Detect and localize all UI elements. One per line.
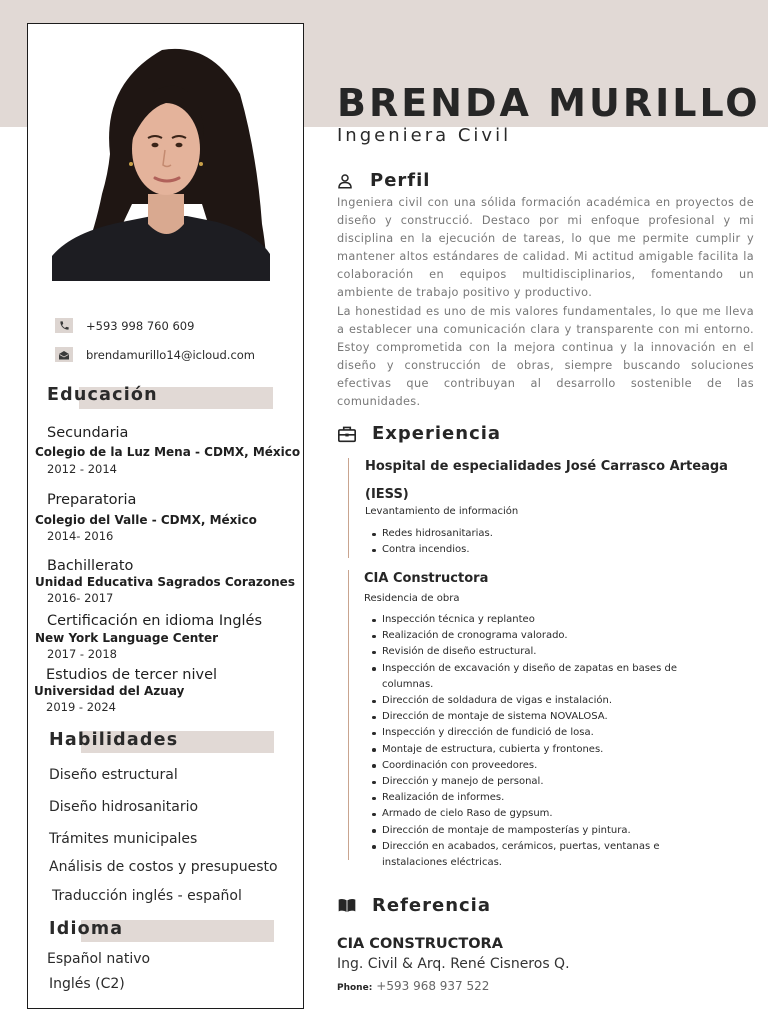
skill-item: Traducción inglés - español bbox=[52, 888, 242, 904]
profile-heading bbox=[334, 170, 430, 191]
experience-heading bbox=[336, 423, 501, 444]
phone-icon bbox=[55, 318, 73, 333]
envelope-icon bbox=[55, 347, 73, 362]
timeline-line bbox=[348, 458, 349, 558]
contact-phone[interactable] bbox=[55, 318, 194, 333]
job-task: Inspección técnica y replanteo bbox=[382, 612, 702, 628]
edu-institution: Unidad Educativa Sagrados Corazones bbox=[35, 575, 295, 589]
email-address: brendamurillo14@icloud.com bbox=[86, 347, 256, 362]
job-task: Realización de informes. bbox=[382, 790, 702, 806]
phone-number: +593 998 760 609 bbox=[86, 318, 195, 333]
candidate-name: BRENDA MURILLO bbox=[337, 81, 761, 125]
book-icon bbox=[336, 896, 358, 916]
candidate-role: Ingeniera Civil bbox=[337, 125, 512, 146]
reference-phone-label: Phone: bbox=[337, 983, 373, 993]
profile-photo bbox=[52, 44, 278, 281]
reference-phone[interactable] bbox=[337, 979, 489, 993]
job-task: Dirección de montaje de sistema NOVALOSA. bbox=[382, 709, 702, 725]
reference-heading bbox=[336, 895, 491, 916]
edu-institution: Colegio de la Luz Mena - CDMX, México bbox=[35, 445, 301, 459]
job-task: Coordinación con proveedores. bbox=[382, 758, 702, 774]
reference-company: CIA CONSTRUCTORA bbox=[337, 936, 503, 952]
edu-level: Preparatoria bbox=[47, 492, 137, 508]
job-task: Dirección y manejo de personal. bbox=[382, 774, 702, 790]
edu-years: 2017 - 2018 bbox=[47, 647, 117, 661]
job-task: Revisión de diseño estructural. bbox=[382, 644, 702, 660]
job-task: Dirección en acabados, cerámicos, puertas, ventanas e instalaciones eléctricas. bbox=[382, 839, 702, 871]
edu-institution: Universidad del Azuay bbox=[34, 684, 185, 698]
user-icon bbox=[334, 171, 356, 191]
job-task: Redes hidrosanitarias. bbox=[382, 526, 702, 542]
edu-level: Bachillerato bbox=[47, 558, 134, 574]
contact-email[interactable] bbox=[55, 347, 255, 362]
job-task-list bbox=[382, 526, 702, 558]
profile-paragraph: La honestidad es uno de mis valores fundamentales, lo que me lleva a establecer una comunicación clara y transparente con mi entorno. Estoy comprometida con la mejora continua y la innovación en el diseño y construcción de obras, siempre buscando soluciones efectivas que contribuyan al desarrollo sostenible de las comunidades. bbox=[337, 304, 754, 409]
job-task: Armado de cielo Raso de gypsum. bbox=[382, 806, 702, 822]
profile-text bbox=[337, 194, 754, 411]
languages-title: Idioma bbox=[49, 919, 124, 939]
edu-years: 2012 - 2014 bbox=[47, 462, 117, 476]
edu-level: Estudios de tercer nivel bbox=[46, 667, 218, 683]
skill-item: Diseño estructural bbox=[49, 767, 178, 783]
reference-name: Ing. Civil & Arq. René Cisneros Q. bbox=[337, 956, 570, 972]
job-company: Hospital de especialidades José Carrasco Arteaga bbox=[365, 459, 728, 474]
profile-title: Perfil bbox=[370, 170, 431, 191]
reference-title: Referencia bbox=[372, 895, 491, 916]
job-position: Residencia de obra bbox=[364, 593, 460, 604]
job-task: Dirección de soldadura de vigas e instalación. bbox=[382, 693, 702, 709]
experience-title: Experiencia bbox=[372, 423, 502, 444]
skill-item: Análisis de costos y presupuesto bbox=[49, 859, 278, 875]
job-company: CIA Constructora bbox=[364, 571, 489, 586]
job-task: Contra incendios. bbox=[382, 542, 702, 558]
briefcase-icon bbox=[336, 424, 358, 444]
job-task: Inspección y dirección de fundició de losa. bbox=[382, 725, 702, 741]
reference-phone-number: +593 968 937 522 bbox=[376, 979, 490, 993]
edu-institution: Colegio del Valle - CDMX, México bbox=[35, 513, 257, 527]
job-task: Realización de cronograma valorado. bbox=[382, 628, 702, 644]
job-task: Inspección de excavación y diseño de zapatas en bases de columnas. bbox=[382, 661, 702, 693]
edu-level: Secundaria bbox=[47, 425, 129, 441]
skills-title: Habilidades bbox=[49, 730, 179, 750]
job-task-list bbox=[382, 612, 702, 871]
edu-level: Certificación en idioma Inglés bbox=[47, 613, 263, 629]
job-task: Dirección de montaje de mamposterías y pintura. bbox=[382, 823, 702, 839]
job-position: Levantamiento de información bbox=[365, 506, 519, 517]
language-item: Inglés (C2) bbox=[49, 976, 125, 992]
timeline-line bbox=[348, 570, 349, 860]
profile-photo-illustration bbox=[52, 44, 278, 281]
job-task: Montaje de estructura, cubierta y frontones. bbox=[382, 742, 702, 758]
edu-years: 2014- 2016 bbox=[47, 529, 114, 543]
profile-paragraph: Ingeniera civil con una sólida formación académica en proyectos de diseño y construcció. Destaco por mi enfoque profesional y mi disciplina en la ejecución de tareas, lo que me permite cumplir y mantener altos estándares de calidad. Mi actitud amigable facilita la colaboración en equipos multidisciplinarios, fomentando un ambiente de trabajo positivo y productivo. bbox=[337, 196, 754, 300]
skill-item: Trámites municipales bbox=[49, 831, 198, 847]
edu-institution: New York Language Center bbox=[35, 631, 219, 645]
education-title: Educación bbox=[47, 385, 158, 405]
edu-years: 2019 - 2024 bbox=[46, 700, 116, 714]
skill-item: Diseño hidrosanitario bbox=[49, 799, 199, 815]
language-item: Español nativo bbox=[47, 951, 151, 967]
edu-years: 2016- 2017 bbox=[47, 591, 114, 605]
job-company: (IESS) bbox=[365, 487, 409, 502]
